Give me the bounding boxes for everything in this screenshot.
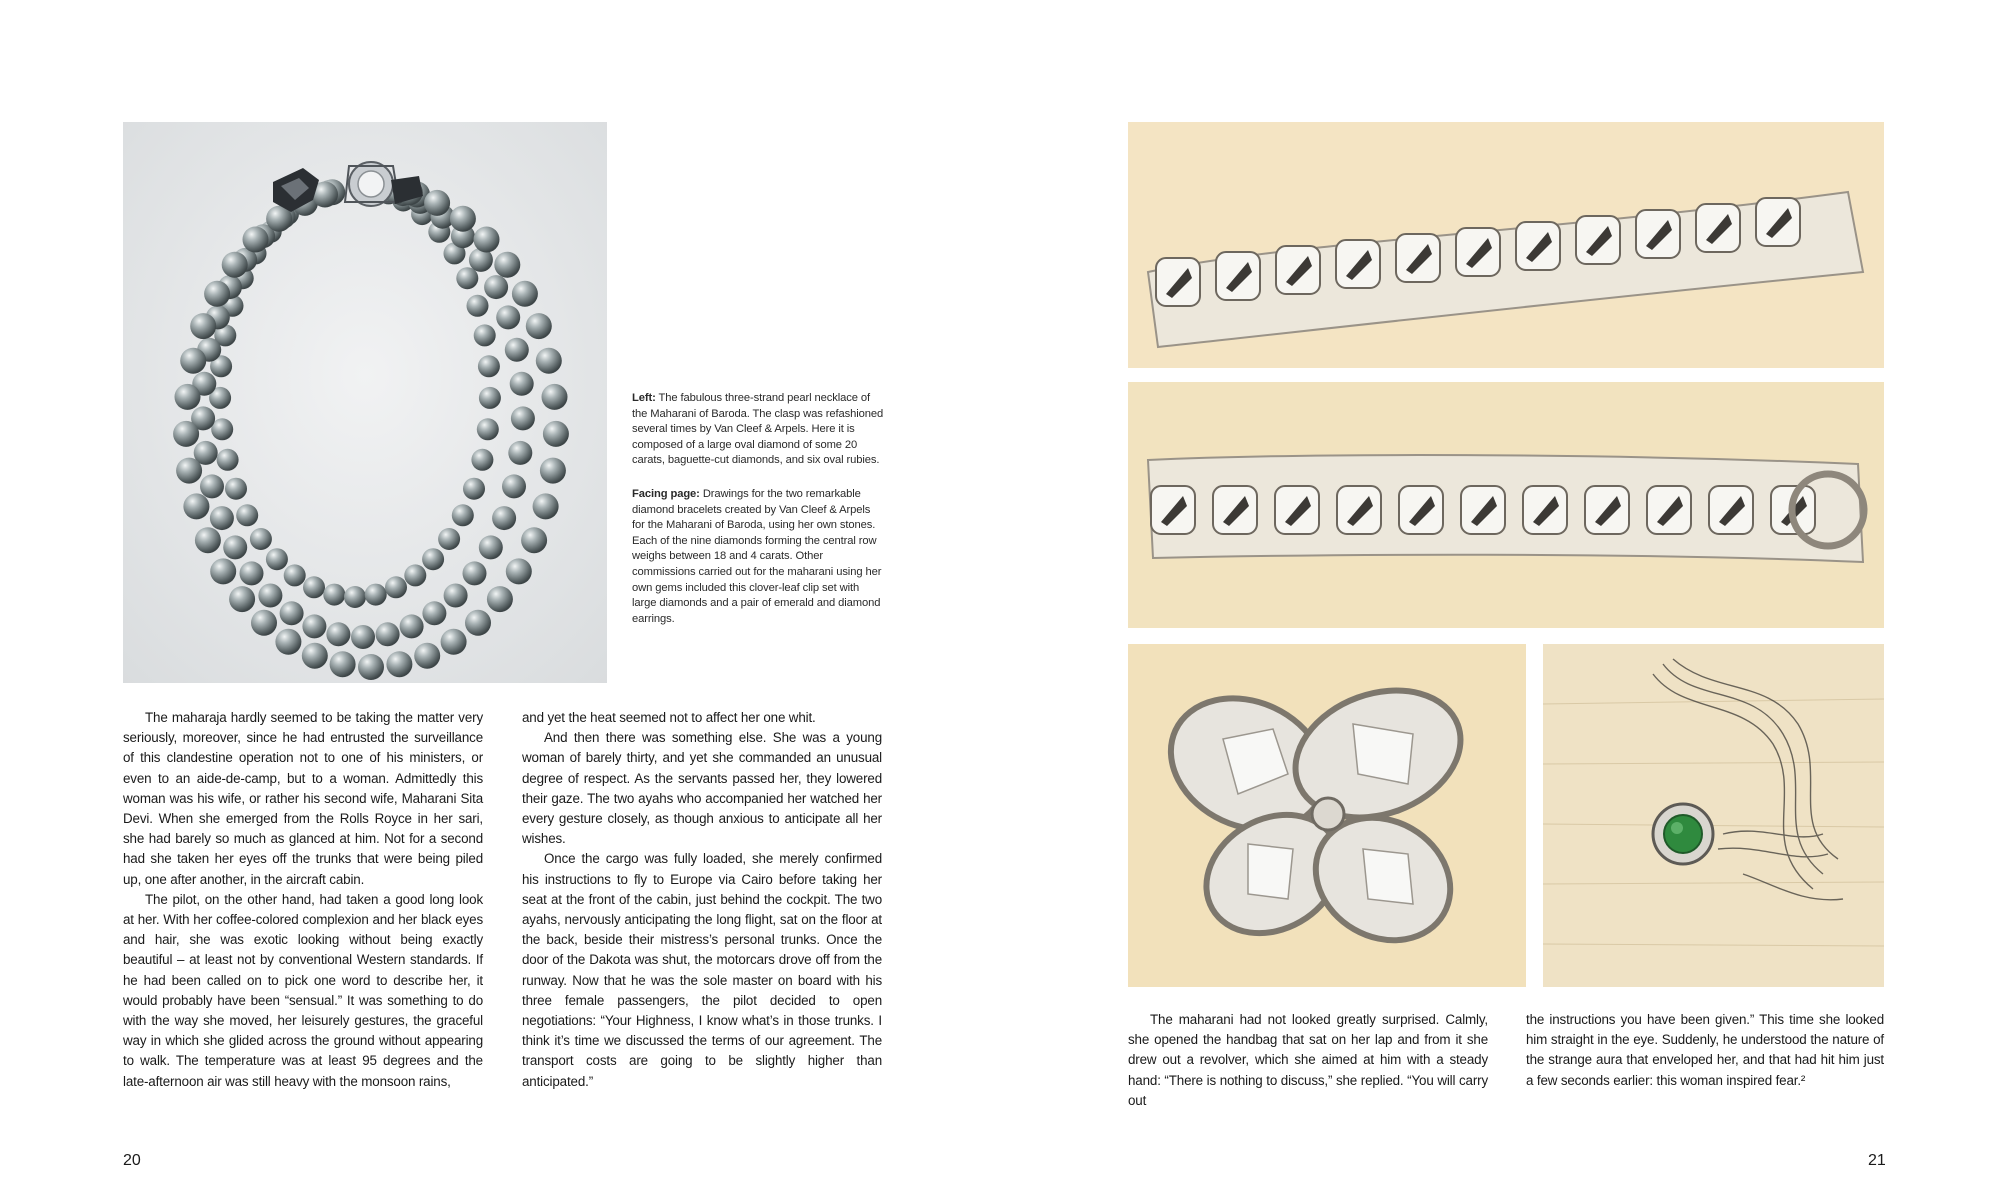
clover-clip-drawing	[1128, 644, 1526, 987]
pearl	[479, 387, 501, 409]
pearl	[326, 622, 350, 646]
pearl	[284, 564, 306, 586]
pearl	[173, 421, 199, 447]
pearl	[477, 418, 499, 440]
pearl	[302, 643, 328, 669]
pearl	[543, 421, 569, 447]
caption-facing-text: Drawings for the two remarkable diamond bracelets created by Van Cleef & Arpels for the Maharani of Baroda, using her own stones. Each of the nine diamonds forming the central row weighs between 18 and 4 carats. Other commissions carried out for the maharani using her own gems included this clover-leaf clip set with large diamonds and a pair of emerald and diamond earrings.	[632, 487, 882, 625]
right-page-column-2	[1526, 1010, 1884, 1091]
body-paragraph: the instructions you have been given.” This time she looked him straight in the eye. Suddenly, he understood the nature of the strange aura that enveloped her, and that had hit him just a few seconds earlier: this woman inspired fear.²	[1526, 1012, 1884, 1088]
pearl	[365, 584, 387, 606]
pearl	[526, 313, 552, 339]
pearl	[506, 558, 532, 584]
left-page-column-2	[522, 708, 882, 1092]
pearl	[494, 252, 520, 278]
pearl	[176, 458, 202, 484]
pearl	[243, 227, 269, 253]
pearl	[492, 506, 516, 530]
pearl	[210, 506, 234, 530]
pearl	[467, 295, 489, 317]
pearl	[225, 478, 247, 500]
page-number-right: 21	[1868, 1152, 1886, 1169]
pearl	[465, 610, 491, 636]
pearl	[358, 654, 384, 680]
pearl	[512, 281, 538, 307]
pearl	[258, 584, 282, 608]
pearl	[542, 384, 568, 410]
pearl	[351, 625, 375, 649]
pearl	[240, 561, 264, 585]
pearl	[210, 558, 236, 584]
pearl	[223, 535, 247, 559]
pearl	[422, 548, 444, 570]
pearl	[385, 576, 407, 598]
pearl	[175, 384, 201, 410]
pearl	[533, 493, 559, 519]
pearl	[303, 576, 325, 598]
pearl	[302, 614, 326, 638]
pearl	[266, 548, 288, 570]
body-paragraph: The maharaja hardly seemed to be taking the matter very seriously, moreover, since he had entrusted the surveillance of this clandestine operation not to one of his ministers, or even to an aide-de-camp, but to a woman. Admittedly this woman was his wife, or rather his second wife, Maharani Sita Devi. When she emerged from the Rolls Royce in her sari, she had barely so much as glanced at him. Not for a second had she taken her eyes off the trunks that were being piled up, one after another, in the aircraft cabin.	[123, 710, 483, 887]
caption-left	[632, 391, 884, 469]
pearl	[471, 449, 493, 471]
pearl	[510, 372, 534, 396]
pearl	[275, 629, 301, 655]
pearl	[521, 527, 547, 553]
bracelet-drawing-2	[1128, 382, 1884, 628]
pearl	[505, 338, 529, 362]
pearl	[180, 348, 206, 374]
pearl	[540, 458, 566, 484]
emerald-earring-drawing	[1543, 644, 1884, 987]
body-paragraph: And then there was something else. She was a young woman of barely thirty, and yet she commanded an unusual degree of respect. As the servants passed her, they lowered their gaze. The two ayahs who accompanied her watched her every gesture closely, as though anxious to anticipate all her wishes.	[522, 730, 882, 847]
pearl	[217, 449, 239, 471]
caption-left-text: The fabulous three-strand pearl necklace of the Maharani of Baroda. The clasp was refashioned several times by Van Cleef & Arpels. Here it is composed of a large oval diamond of some 20 carats, baguette-cut diamonds, and six oval rubies.	[632, 392, 884, 467]
pearl	[422, 601, 446, 625]
pearl	[280, 601, 304, 625]
pearl	[474, 324, 496, 346]
pearl	[250, 528, 272, 550]
pearl	[376, 622, 400, 646]
pearl	[444, 584, 468, 608]
pearl	[404, 564, 426, 586]
caption-facing	[632, 487, 884, 627]
pearl	[478, 355, 500, 377]
pearl	[508, 441, 532, 465]
pearl	[511, 406, 535, 430]
pearl	[195, 527, 221, 553]
pearl	[487, 586, 513, 612]
bracelet-drawing-1	[1128, 122, 1884, 368]
pearl	[441, 629, 467, 655]
body-paragraph: The pilot, on the other hand, had taken a good long look at her. With her coffee-colored complexion and her black eyes and hair, she was exotic looking without being exactly beautiful – at least not by conventional Western standards. If he had been called on to pick one word to describe her, it would probably have been “sensual.” It was something to do with the way she moved, her leisurely gestures, the graceful way in which she glided across the ground without appearing to walk. The temperature was at least 95 degrees and the late-afternoon air was still heavy with the monsoon rains,	[123, 891, 483, 1089]
pearl	[204, 281, 230, 307]
pearl	[496, 305, 520, 329]
pearl	[484, 275, 508, 299]
pearl	[323, 584, 345, 606]
pearl	[502, 474, 526, 498]
pearl	[330, 651, 356, 677]
page-number-left: 20	[123, 1152, 141, 1169]
caption-facing-label: Facing page:	[632, 487, 700, 500]
pearl	[183, 493, 209, 519]
pearl	[200, 474, 224, 498]
pearl	[479, 535, 503, 559]
caption-left-label: Left:	[632, 392, 656, 404]
pearl	[251, 610, 277, 636]
pearl	[452, 504, 474, 526]
left-page-column-1	[123, 708, 483, 1092]
pearl	[414, 643, 440, 669]
pearl	[236, 504, 258, 526]
pearl	[424, 190, 450, 216]
pearl	[222, 252, 248, 278]
body-paragraph: and yet the heat seemed not to affect her one whit.	[522, 710, 816, 725]
pearl	[438, 528, 460, 550]
pearl	[456, 267, 478, 289]
pearl	[474, 227, 500, 253]
pearl-necklace-photo	[123, 122, 607, 683]
pearl	[536, 348, 562, 374]
pearl	[463, 561, 487, 585]
pearl	[400, 614, 424, 638]
photo-caption	[632, 391, 884, 645]
pearl	[190, 313, 216, 339]
pearl	[450, 206, 476, 232]
right-page-column-1	[1128, 1010, 1488, 1111]
pearl	[386, 651, 412, 677]
body-paragraph: Once the cargo was fully loaded, she merely confirmed his instructions to fly to Europe via Cairo before taking her seat at the front of the cabin, just behind the cockpit. The two ayahs, nervously anticipating the long flight, sat on the floor at the back, beside their mistress’s personal trunks. Once the door of the Dakota was shut, the motorcars drove off from the runway. Now that he was the sole master on board with his three female passengers, the pilot decided to open negotiations: “Your Highness, I know what’s in those trunks. I think it’s time we discussed the terms of our agreement. The transport costs are going to be slightly higher than anticipated.”	[522, 851, 882, 1089]
pearl	[463, 478, 485, 500]
body-paragraph: The maharani had not looked greatly surprised. Calmly, she opened the handbag that sat on her lap and from it she drew out a revolver, which she aimed at him with a steady hand: “There is nothing to discuss,” she replied. “You will carry out	[1128, 1012, 1488, 1108]
pearl	[344, 586, 366, 608]
pearl	[229, 586, 255, 612]
